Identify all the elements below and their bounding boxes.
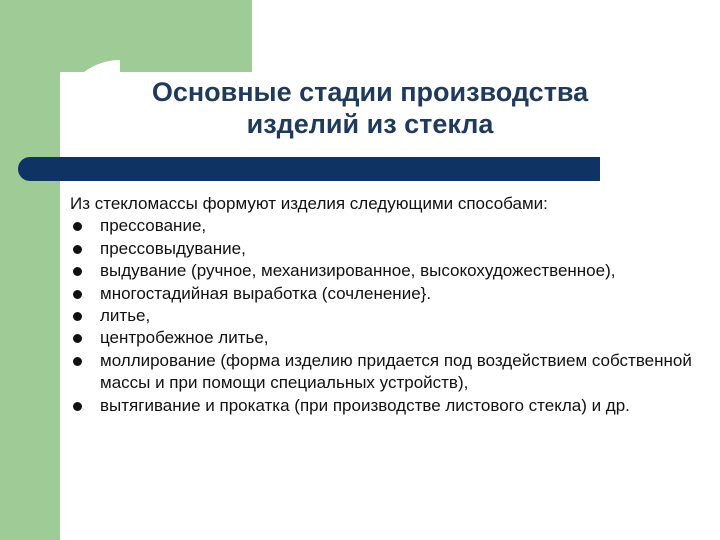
bullet-icon: [73, 357, 82, 366]
list-item: [70, 215, 715, 237]
list-item: [70, 395, 715, 417]
decor-green-top-block: [0, 0, 252, 72]
list-item: [70, 283, 715, 305]
title-divider-bar: [18, 157, 600, 181]
bullet-icon: [73, 222, 82, 231]
bullet-icon: [73, 402, 82, 411]
list-item-text: многостадийная выработка (сочленение}.: [100, 283, 432, 303]
list-item-text: литье,: [100, 306, 151, 326]
list-item-text: вытягивание и прокатка (при производстве листового стекла) и др.: [100, 395, 630, 415]
list-item-text: прессование,: [100, 216, 207, 236]
list-item-text: центробежное литье,: [100, 328, 269, 348]
bullet-icon: [73, 290, 82, 299]
bullet-icon: [73, 267, 82, 276]
list-item: [70, 260, 715, 282]
list-item: [70, 327, 715, 349]
methods-list: [70, 215, 715, 417]
slide-title: [80, 76, 660, 140]
slide-title-line-1: Основные стадии производства: [151, 77, 589, 107]
list-item-text: прессовыдувание,: [100, 238, 246, 258]
bullet-icon: [73, 245, 82, 254]
list-item: [70, 350, 715, 395]
list-item-text: моллирование (форма изделию придается под воздействием собственной массы и при помощи специальных устройств),: [100, 350, 692, 393]
list-item-text: выдувание (ручное, механизированное, высокохудожественное),: [100, 261, 616, 281]
slide-title-line-2: изделий из стекла: [246, 109, 494, 139]
decor-green-left-strip: [0, 0, 60, 540]
bullet-icon: [73, 334, 82, 343]
bullet-icon: [73, 312, 82, 321]
list-item: [70, 238, 715, 260]
list-item: [70, 305, 715, 327]
intro-text: Из стекломассы формуют изделия следующими способами:: [70, 194, 548, 213]
slide-body: [70, 193, 715, 417]
